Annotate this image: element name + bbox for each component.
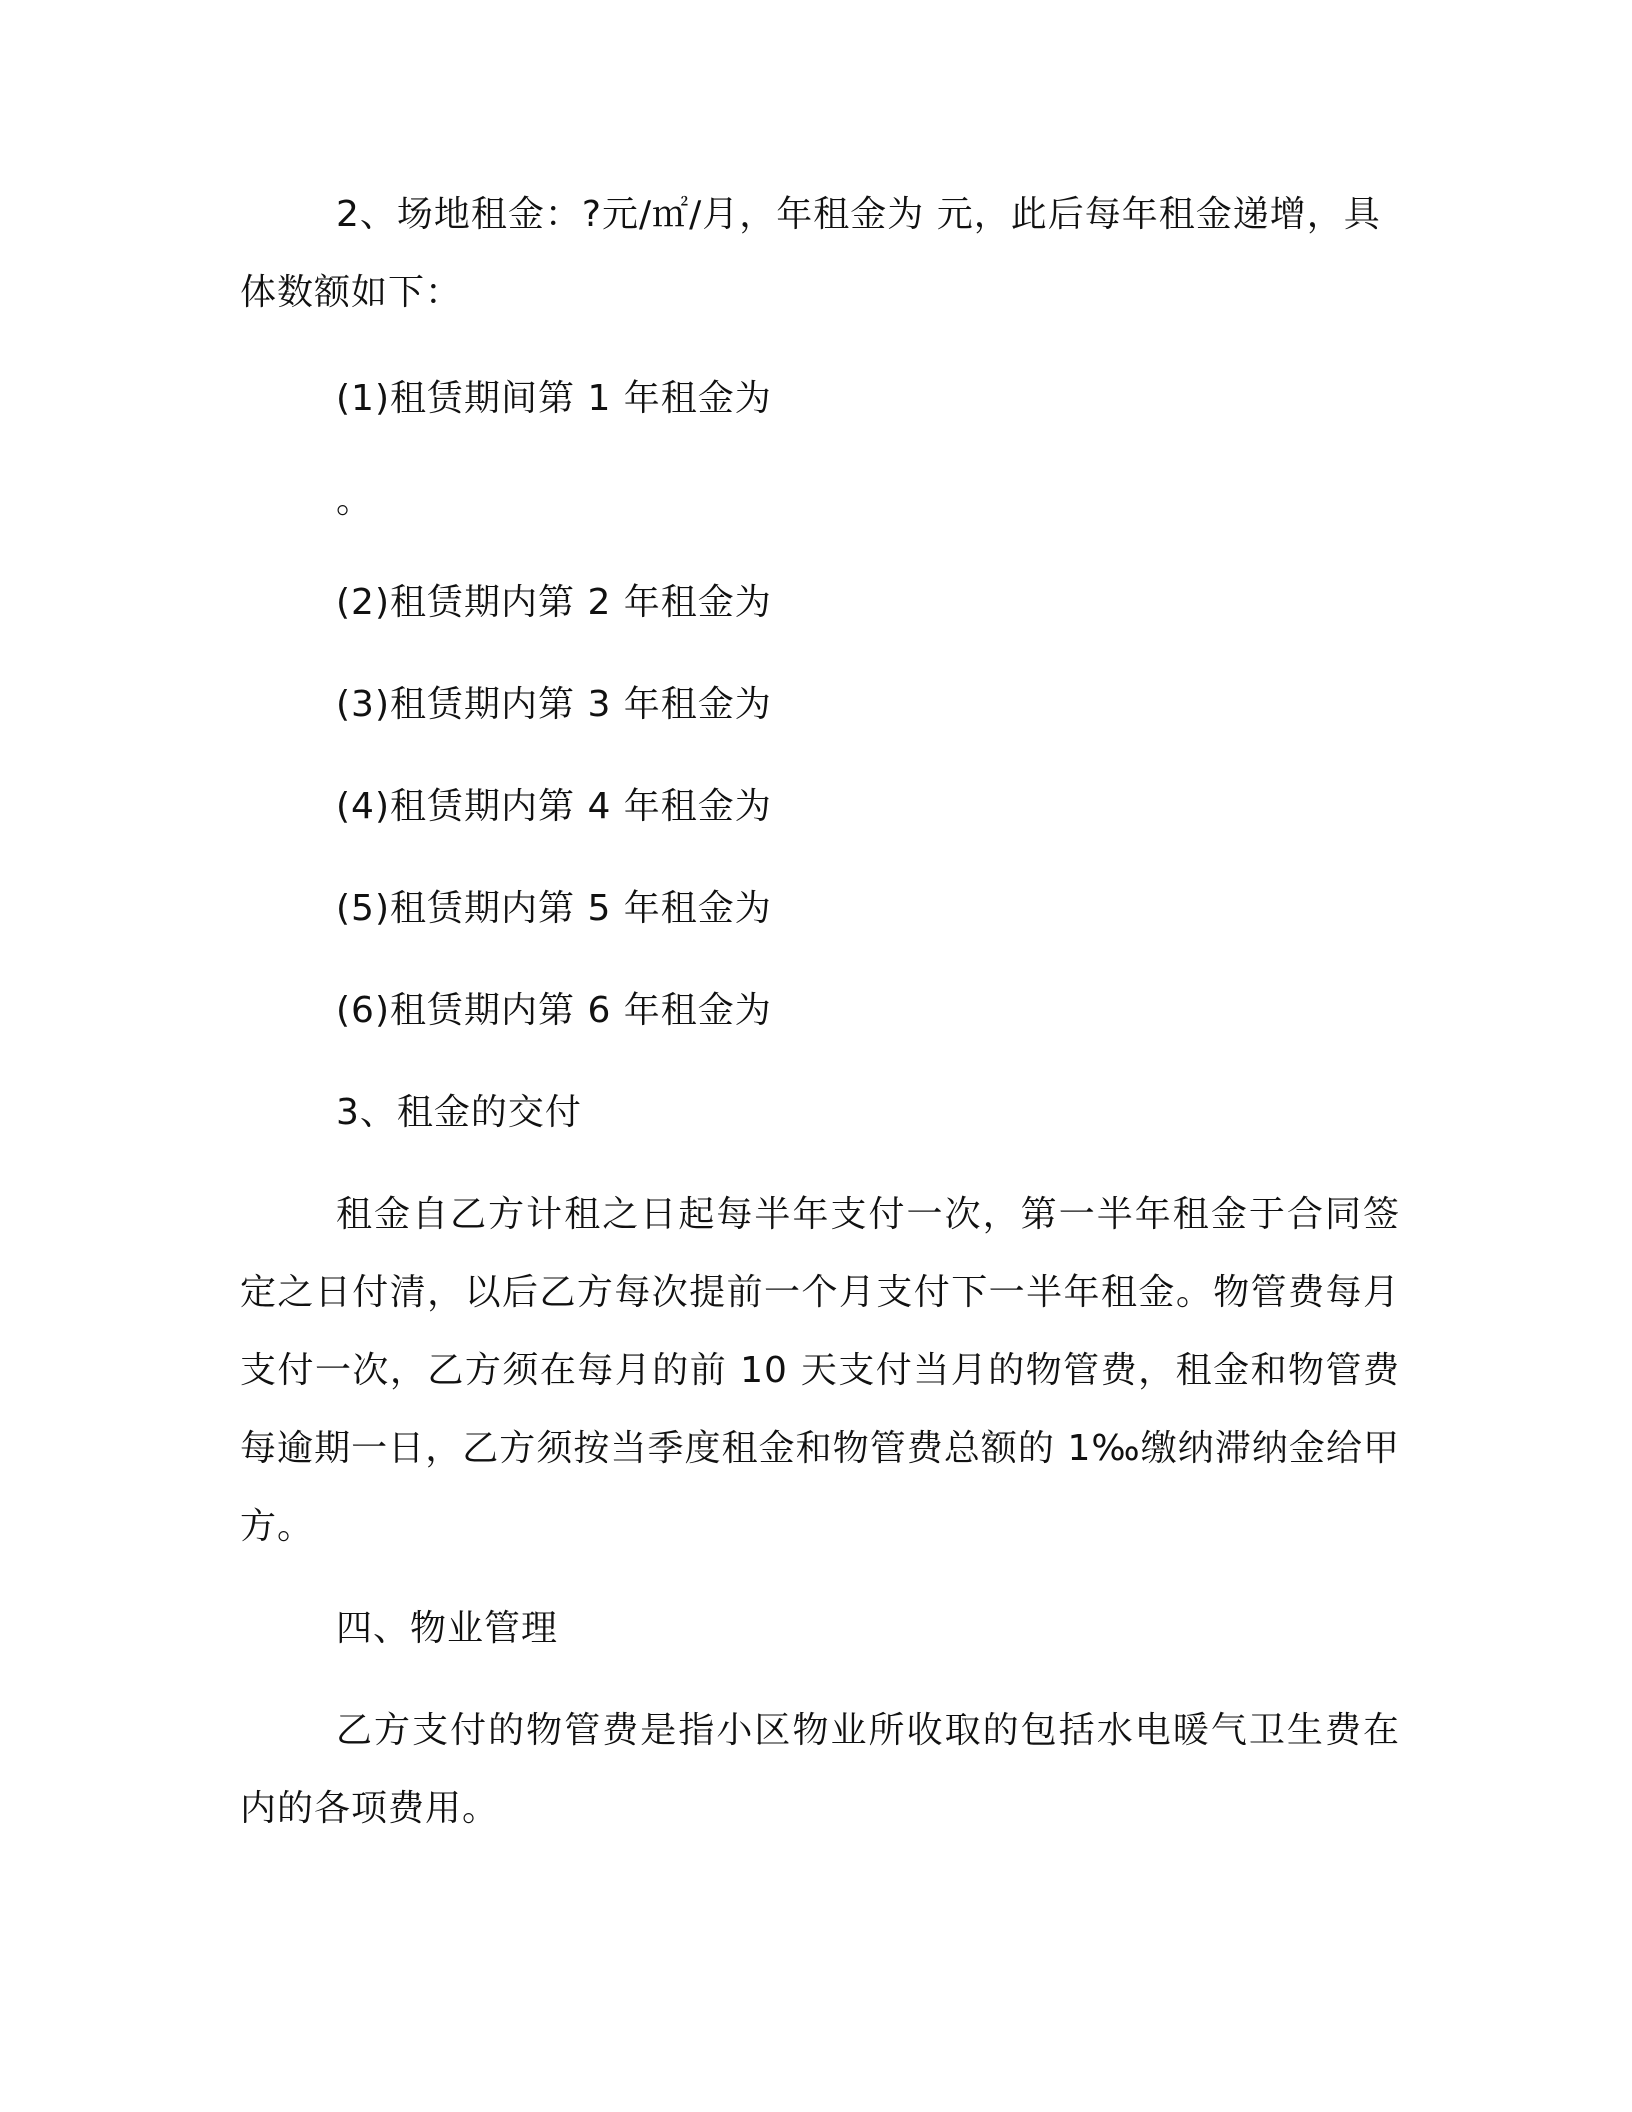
rent-year-6: (6)租赁期内第 6 年租金为 xyxy=(336,990,772,1031)
property-paragraph: 乙方支付的物管费是指小区物业所收取的包括水电暖气卫生费在内的各项费用。 xyxy=(240,1710,1400,1829)
rent-year-2: (2)租赁期内第 2 年租金为 xyxy=(336,582,772,623)
payment-paragraph: 租金自乙方计租之日起每半年支付一次，第一半年租金于合同签定之日付清，以后乙方每次提前一个月支付下一半年租金。物管费每月支付一次，乙方须在每月的前 10 天支付当月的物管费，租金和物管费每逾期一日，乙方须按当季度租金和物管费总额的 1‰缴纳滞纳金给甲方。 xyxy=(240,1194,1400,1547)
rent-year-4: (4)租赁期内第 4 年租金为 xyxy=(336,786,772,827)
property-heading: 四、物业管理 xyxy=(336,1608,559,1649)
rent-clause-line-2: 体数额如下： xyxy=(240,272,463,313)
rent-year-5: (5)租赁期内第 5 年租金为 xyxy=(336,888,772,929)
payment-heading: 3、租金的交付 xyxy=(336,1092,582,1133)
rent-year-1: (1)租赁期间第 1 年租金为 xyxy=(336,378,772,419)
rent-year-3: (3)租赁期内第 3 年租金为 xyxy=(336,684,772,725)
rent-clause-line-1: 2、场地租金：?元/㎡/月，年租金为 元，此后每年租金递增，具 xyxy=(336,194,1381,235)
rent-year-1-end: 。 xyxy=(336,480,374,521)
